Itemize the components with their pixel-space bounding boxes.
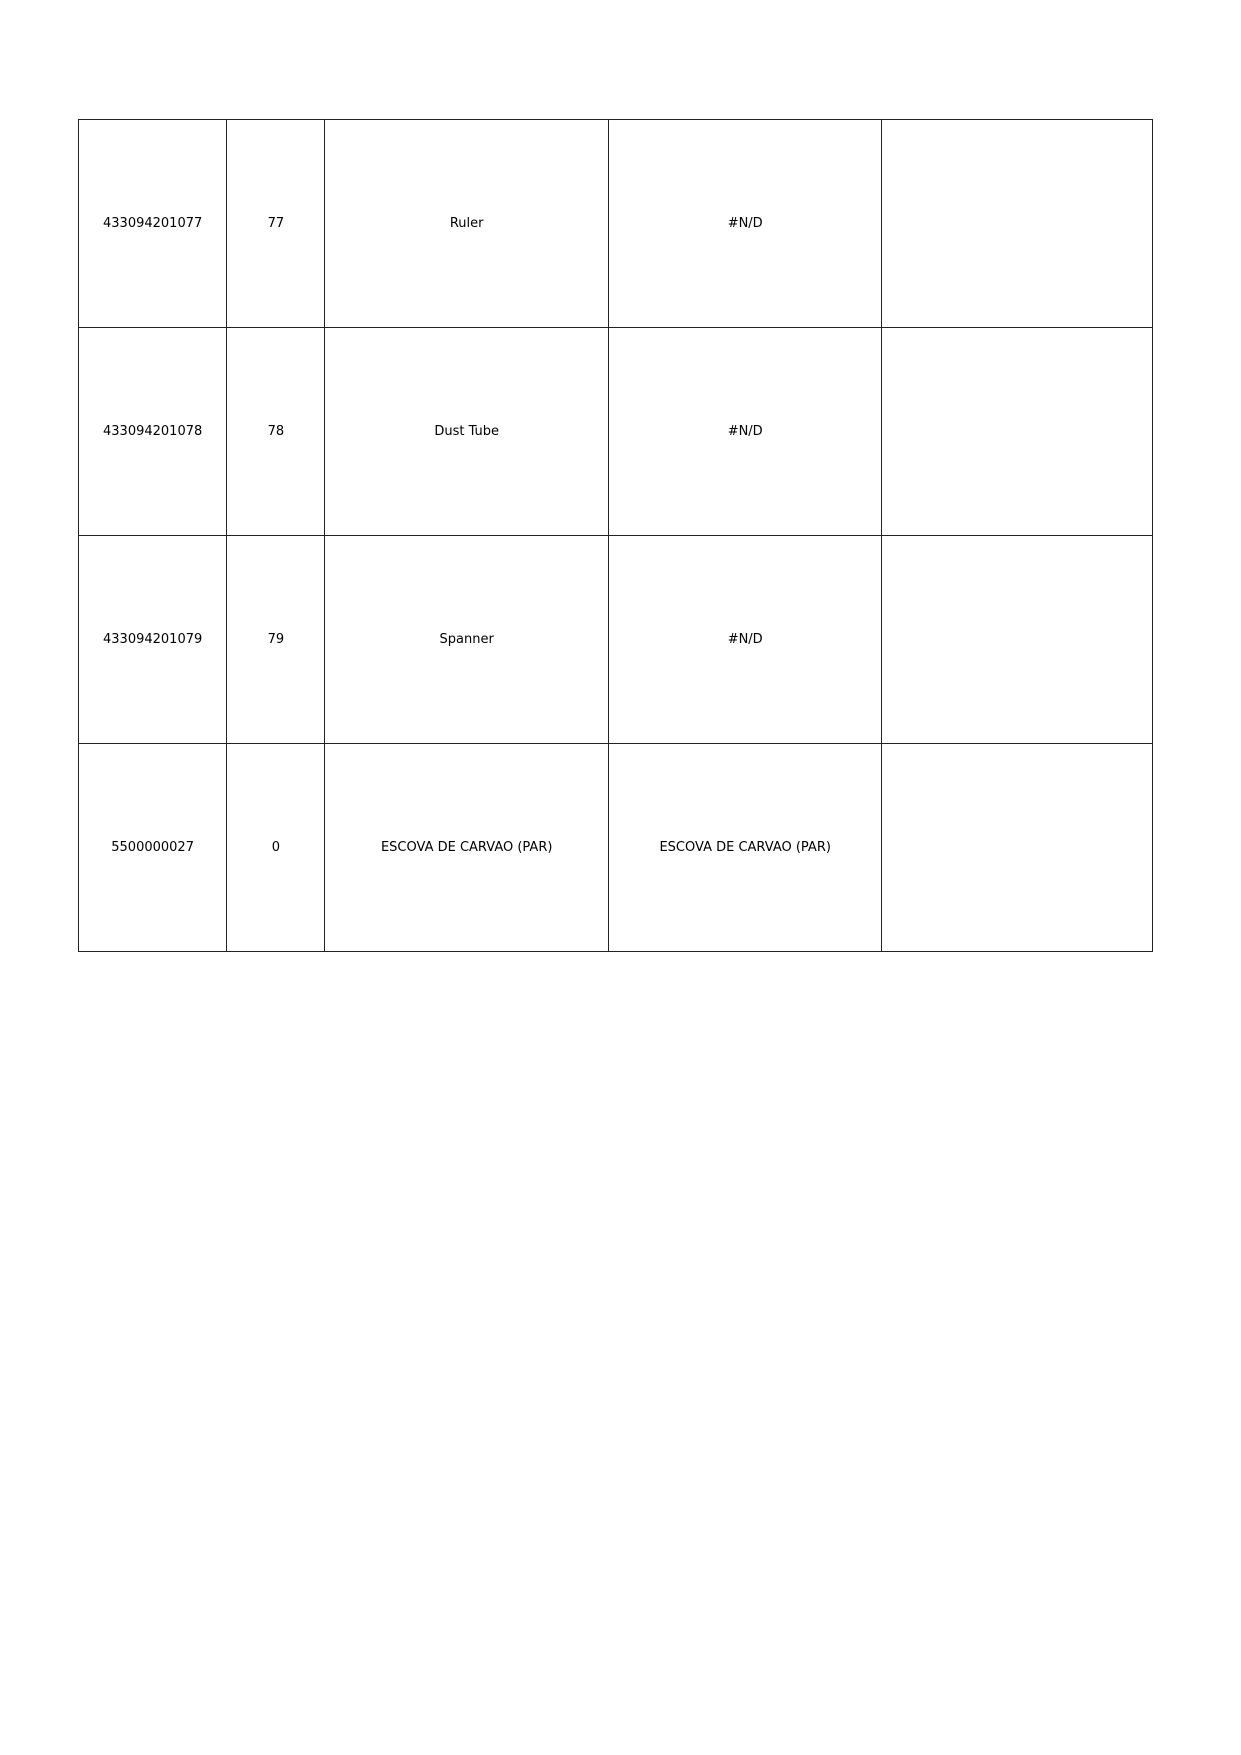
- position-cell: 77: [227, 120, 325, 328]
- parts-table: [78, 119, 1153, 952]
- translated-description-cell: #N/D: [608, 536, 882, 744]
- part-code-cell: 433094201077: [79, 120, 227, 328]
- position-cell: 79: [227, 536, 325, 744]
- empty-cell: [882, 744, 1153, 952]
- description-cell: ESCOVA DE CARVAO (PAR): [325, 744, 609, 952]
- part-code-cell: 5500000027: [79, 744, 227, 952]
- empty-cell: [882, 328, 1153, 536]
- position-cell: 78: [227, 328, 325, 536]
- table-row: [79, 120, 1153, 328]
- table-row: [79, 328, 1153, 536]
- description-cell: Dust Tube: [325, 328, 609, 536]
- table-row: [79, 744, 1153, 952]
- position-cell: 0: [227, 744, 325, 952]
- translated-description-cell: #N/D: [608, 328, 882, 536]
- part-code-cell: 433094201079: [79, 536, 227, 744]
- empty-cell: [882, 536, 1153, 744]
- description-cell: Spanner: [325, 536, 609, 744]
- description-cell: Ruler: [325, 120, 609, 328]
- translated-description-cell: ESCOVA DE CARVAO (PAR): [608, 744, 882, 952]
- part-code-cell: 433094201078: [79, 328, 227, 536]
- translated-description-cell: #N/D: [608, 120, 882, 328]
- table-row: [79, 536, 1153, 744]
- empty-cell: [882, 120, 1153, 328]
